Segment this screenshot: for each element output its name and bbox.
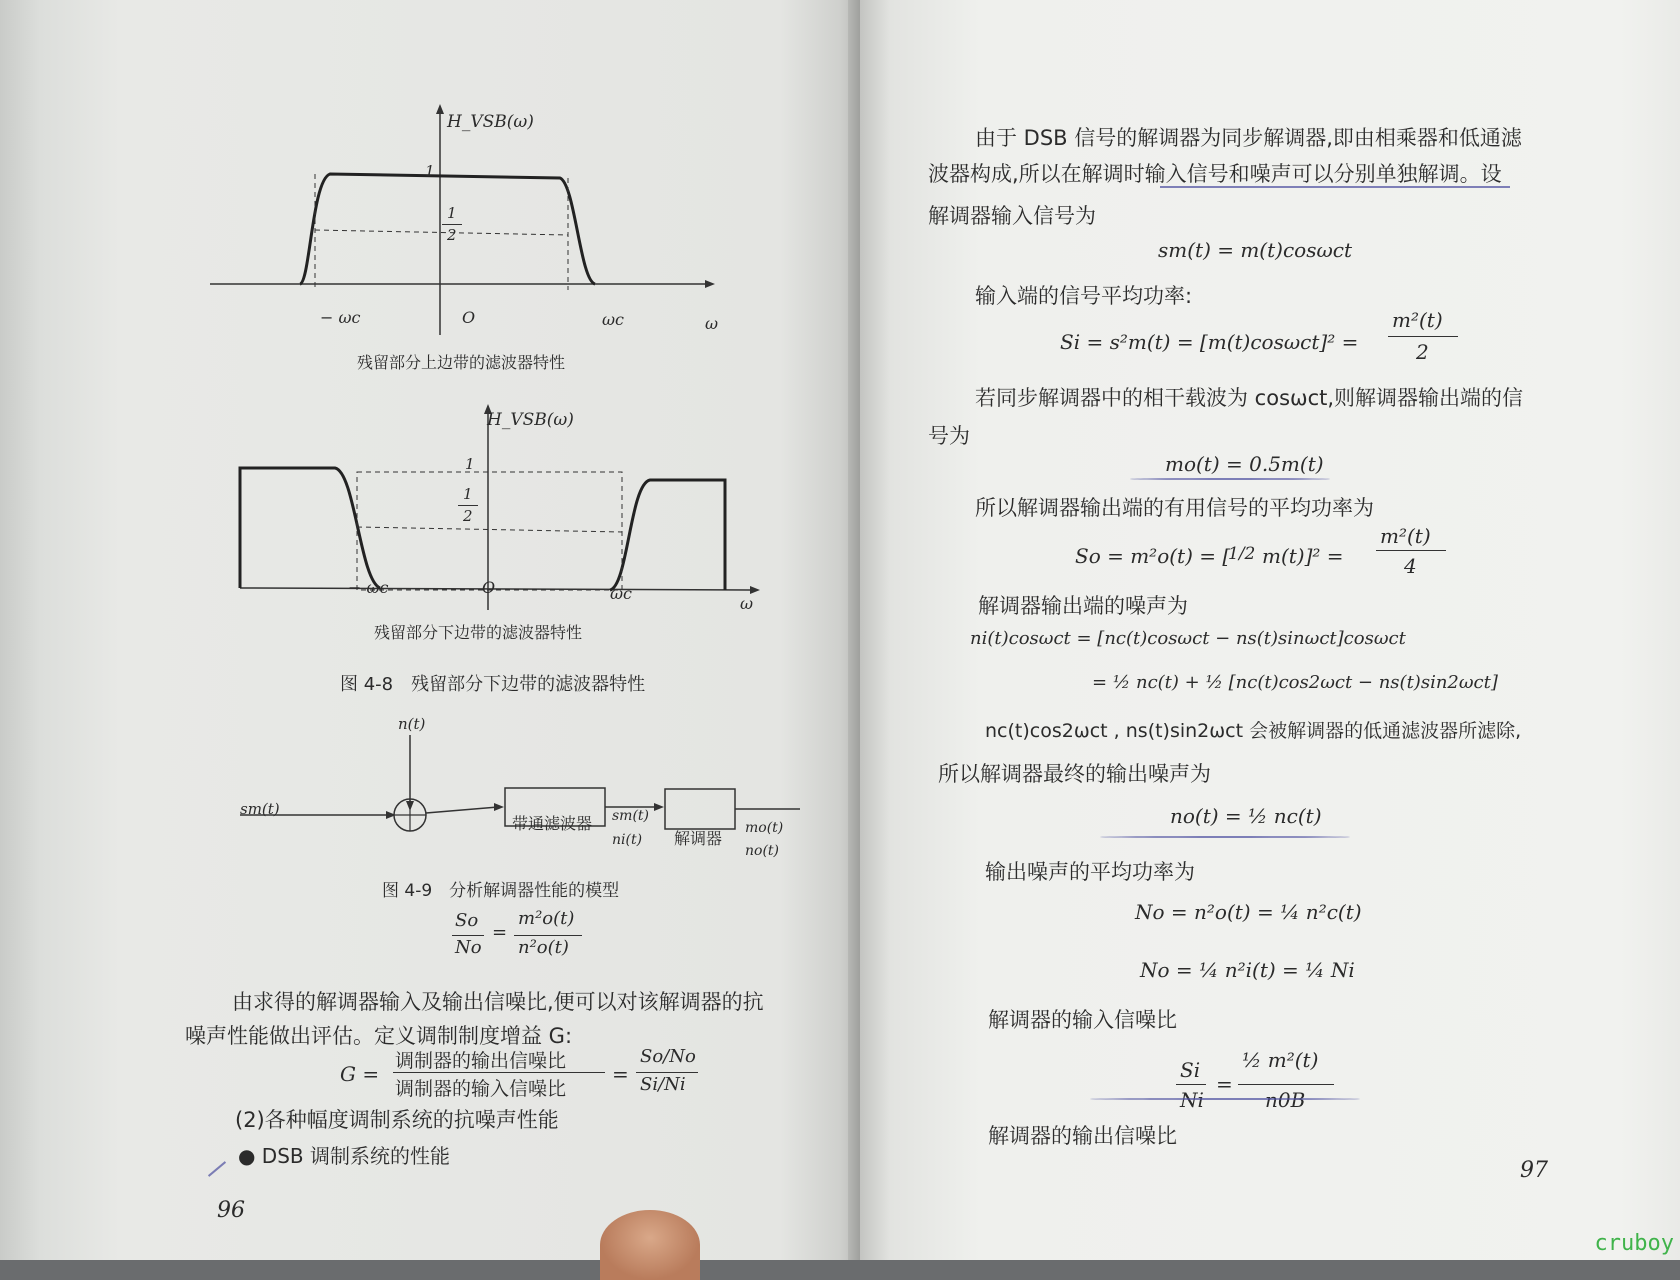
y-axis-arrow [436,104,444,114]
bottom-half-bar [458,505,478,506]
right-page-number: 97 [1520,1158,1548,1183]
eq-si-bar [1388,336,1458,337]
right-para1-line2: 波器构成,所以在解调时输入信号和噪声可以分别单独解调。设 [928,162,1502,186]
eq-so-num: m²(t) [1380,524,1431,548]
demodulator-model-diagram [230,715,810,875]
snr-lhs-num: So [455,910,479,931]
mid-bottom-label: ni(t) [612,832,643,848]
eq-snr-rhs-den: n0B [1265,1088,1306,1112]
gain-den2: Si/Ni [640,1074,686,1095]
eq-snr-lhs-den: Ni [1180,1088,1204,1112]
mid-top-label: sm(t) [612,808,650,824]
noise-label: n(t) [398,715,426,733]
eq-mo: mo(t) = 0.5m(t) [1165,452,1324,476]
gain-num2: So/No [640,1046,696,1067]
snr-rhs-den: n²o(t) [518,937,569,958]
bottom-tick-half-den: 2 [463,507,473,525]
left-para1-line1: 由求得的解调器输入及输出信噪比,便可以对该解调器的抗 [232,990,764,1014]
figure-4-8-caption: 图 4-8 残留部分下边带的滤波器特性 [340,674,646,695]
top-x-axis-label: ω [705,314,719,333]
to-bpf-arrow [494,803,504,811]
pen-circle-mo [1130,478,1330,480]
eq-snr-lhs-bar [1176,1084,1206,1085]
bottom-figure-caption: 残留部分下边带的滤波器特性 [374,623,583,642]
out-top-label: mo(t) [745,820,784,836]
top-half-bar [442,224,462,225]
section-heading: (2)各种幅度调制系统的抗噪声性能 [235,1108,559,1132]
eq-sm: sm(t) = m(t)cosωct [1158,238,1353,262]
demod-box [665,789,735,829]
eq-snr-lhs-num: Si [1180,1058,1201,1082]
right-para2-line2: 号为 [928,424,970,448]
dashed-half-level [315,230,568,235]
figure-4-9-caption: 图 4-9 分析解调器性能的模型 [382,881,620,901]
right-para4-line1: nc(t)cos2ωct , ns(t)sin2ωct 会被解调器的低通滤波器所滤除, [985,720,1522,742]
top-y-label: H_VSB(ω) [447,112,534,132]
bpf-label: 带通滤波器 [512,814,593,833]
pen-checkmark [208,1161,226,1177]
bottom-x-axis-label: ω [740,594,754,613]
right-para4-line2: 所以解调器最终的输出噪声为 [938,762,1211,786]
bottom-x-neg: − ωc [348,578,389,597]
eq-snr-rhs-bar [1238,1084,1334,1085]
eq-si-num: m²(t) [1392,308,1443,332]
right-page [860,0,1680,1260]
bottom-x-pos: ωc [610,584,633,603]
left-lobe-curve [240,468,380,588]
eq-so-bar [1376,550,1446,551]
out-bottom-label: no(t) [745,843,779,859]
gain-lhs: G = [340,1062,380,1086]
snr-eq: = [492,922,508,943]
top-figure-caption: 残留部分上边带的滤波器特性 [357,353,566,372]
gain-eq2: = [612,1062,629,1086]
lower-sideband-filter-figure [230,400,770,620]
label-input-snr: 解调器的输入信噪比 [988,1008,1177,1032]
top-x-pos: ωc [602,310,625,329]
pen-circle-no [1100,836,1350,838]
right-lobe-curve [610,480,725,590]
gain-num: 调制器的输出信噪比 [395,1050,567,1072]
eq-si-den: 2 [1416,340,1429,364]
gain-bar [393,1072,605,1073]
left-page-number: 96 [217,1198,245,1223]
to-bpf-line [426,807,498,813]
snr-lhs-bar [452,935,484,936]
pen-underline-1 [1160,186,1510,188]
bottom-y-label: H_VSB(ω) [487,410,574,430]
x-axis-arrow [705,280,715,288]
eq-no: no(t) = ½ nc(t) [1170,804,1322,828]
to-demod-arrow [654,803,664,811]
gain-den: 调制器的输入信噪比 [395,1078,567,1100]
input-signal-label: sm(t) [240,800,280,818]
top-x-neg: − ωc [320,308,361,327]
label-input-power: 输入端的信号平均功率: [975,284,1193,308]
right-para3: 所以解调器输出端的有用信号的平均功率为 [975,496,1374,520]
right-para1-line3: 解调器输入信号为 [928,204,1096,228]
snr-rhs-num: m²o(t) [518,908,575,929]
demod-label: 解调器 [674,829,723,848]
bottom-x-zero: O [482,578,496,597]
bottom-tick-half-num: 1 [463,485,473,503]
gain-bar2 [636,1072,698,1073]
eq-No2: No = ¼ n²i(t) = ¼ Ni [1140,958,1355,982]
upper-sideband-filter-figure [200,100,720,340]
eq-so-den: 4 [1404,554,1417,578]
bottom-tick-one: 1 [465,455,475,473]
eq-No1: No = n²o(t) = ¼ n²c(t) [1135,900,1362,924]
label-noise-power: 输出噪声的平均功率为 [985,860,1195,884]
eq-so-mid: m(t)]² = [1262,544,1344,568]
eq-ni-line2: = ½ nc(t) + ½ [nc(t)cos2ωct − ns(t)sin2ωct] [1092,672,1498,693]
eq-so-left: So = m²o(t) = [ [1075,544,1231,568]
top-tick-one: 1 [425,162,435,180]
snr-lhs-den: No [455,937,482,958]
thumb [600,1210,700,1280]
pen-underline-snr [1090,1098,1360,1100]
snr-rhs-bar [514,935,582,936]
eq-ni-line1: ni(t)cosωct = [nc(t)cosωct − ns(t)sinωct]cosωct [970,628,1406,649]
right-para2-line1: 若同步解调器中的相干载波为 cosωct,则解调器输出端的信 [975,386,1524,410]
right-para1-line1: 由于 DSB 信号的解调器为同步解调器,即由相乘器和低通滤 [975,126,1522,150]
x-axis-arrow [750,586,760,594]
eq-snr-eq: = [1216,1072,1233,1096]
watermark: cruboy [1594,1231,1674,1256]
eq-snr-rhs-num: ½ m²(t) [1242,1048,1319,1072]
eq-so-half: 1/2 [1228,544,1256,564]
dashed-half-level [357,527,622,532]
top-tick-half-den: 2 [447,226,457,244]
label-output-snr: 解调器的输出信噪比 [988,1124,1177,1148]
left-para1-line2: 噪声性能做出评估。定义调制制度增益 G: [185,1024,573,1048]
top-tick-half-num: 1 [447,204,457,222]
bullet-heading: ● DSB 调制系统的性能 [238,1144,450,1168]
eq-si-left: Si = s²m(t) = [m(t)cosωct]² = [1060,330,1359,354]
top-x-zero: O [462,308,476,327]
label-output-noise: 解调器输出端的噪声为 [978,594,1188,618]
